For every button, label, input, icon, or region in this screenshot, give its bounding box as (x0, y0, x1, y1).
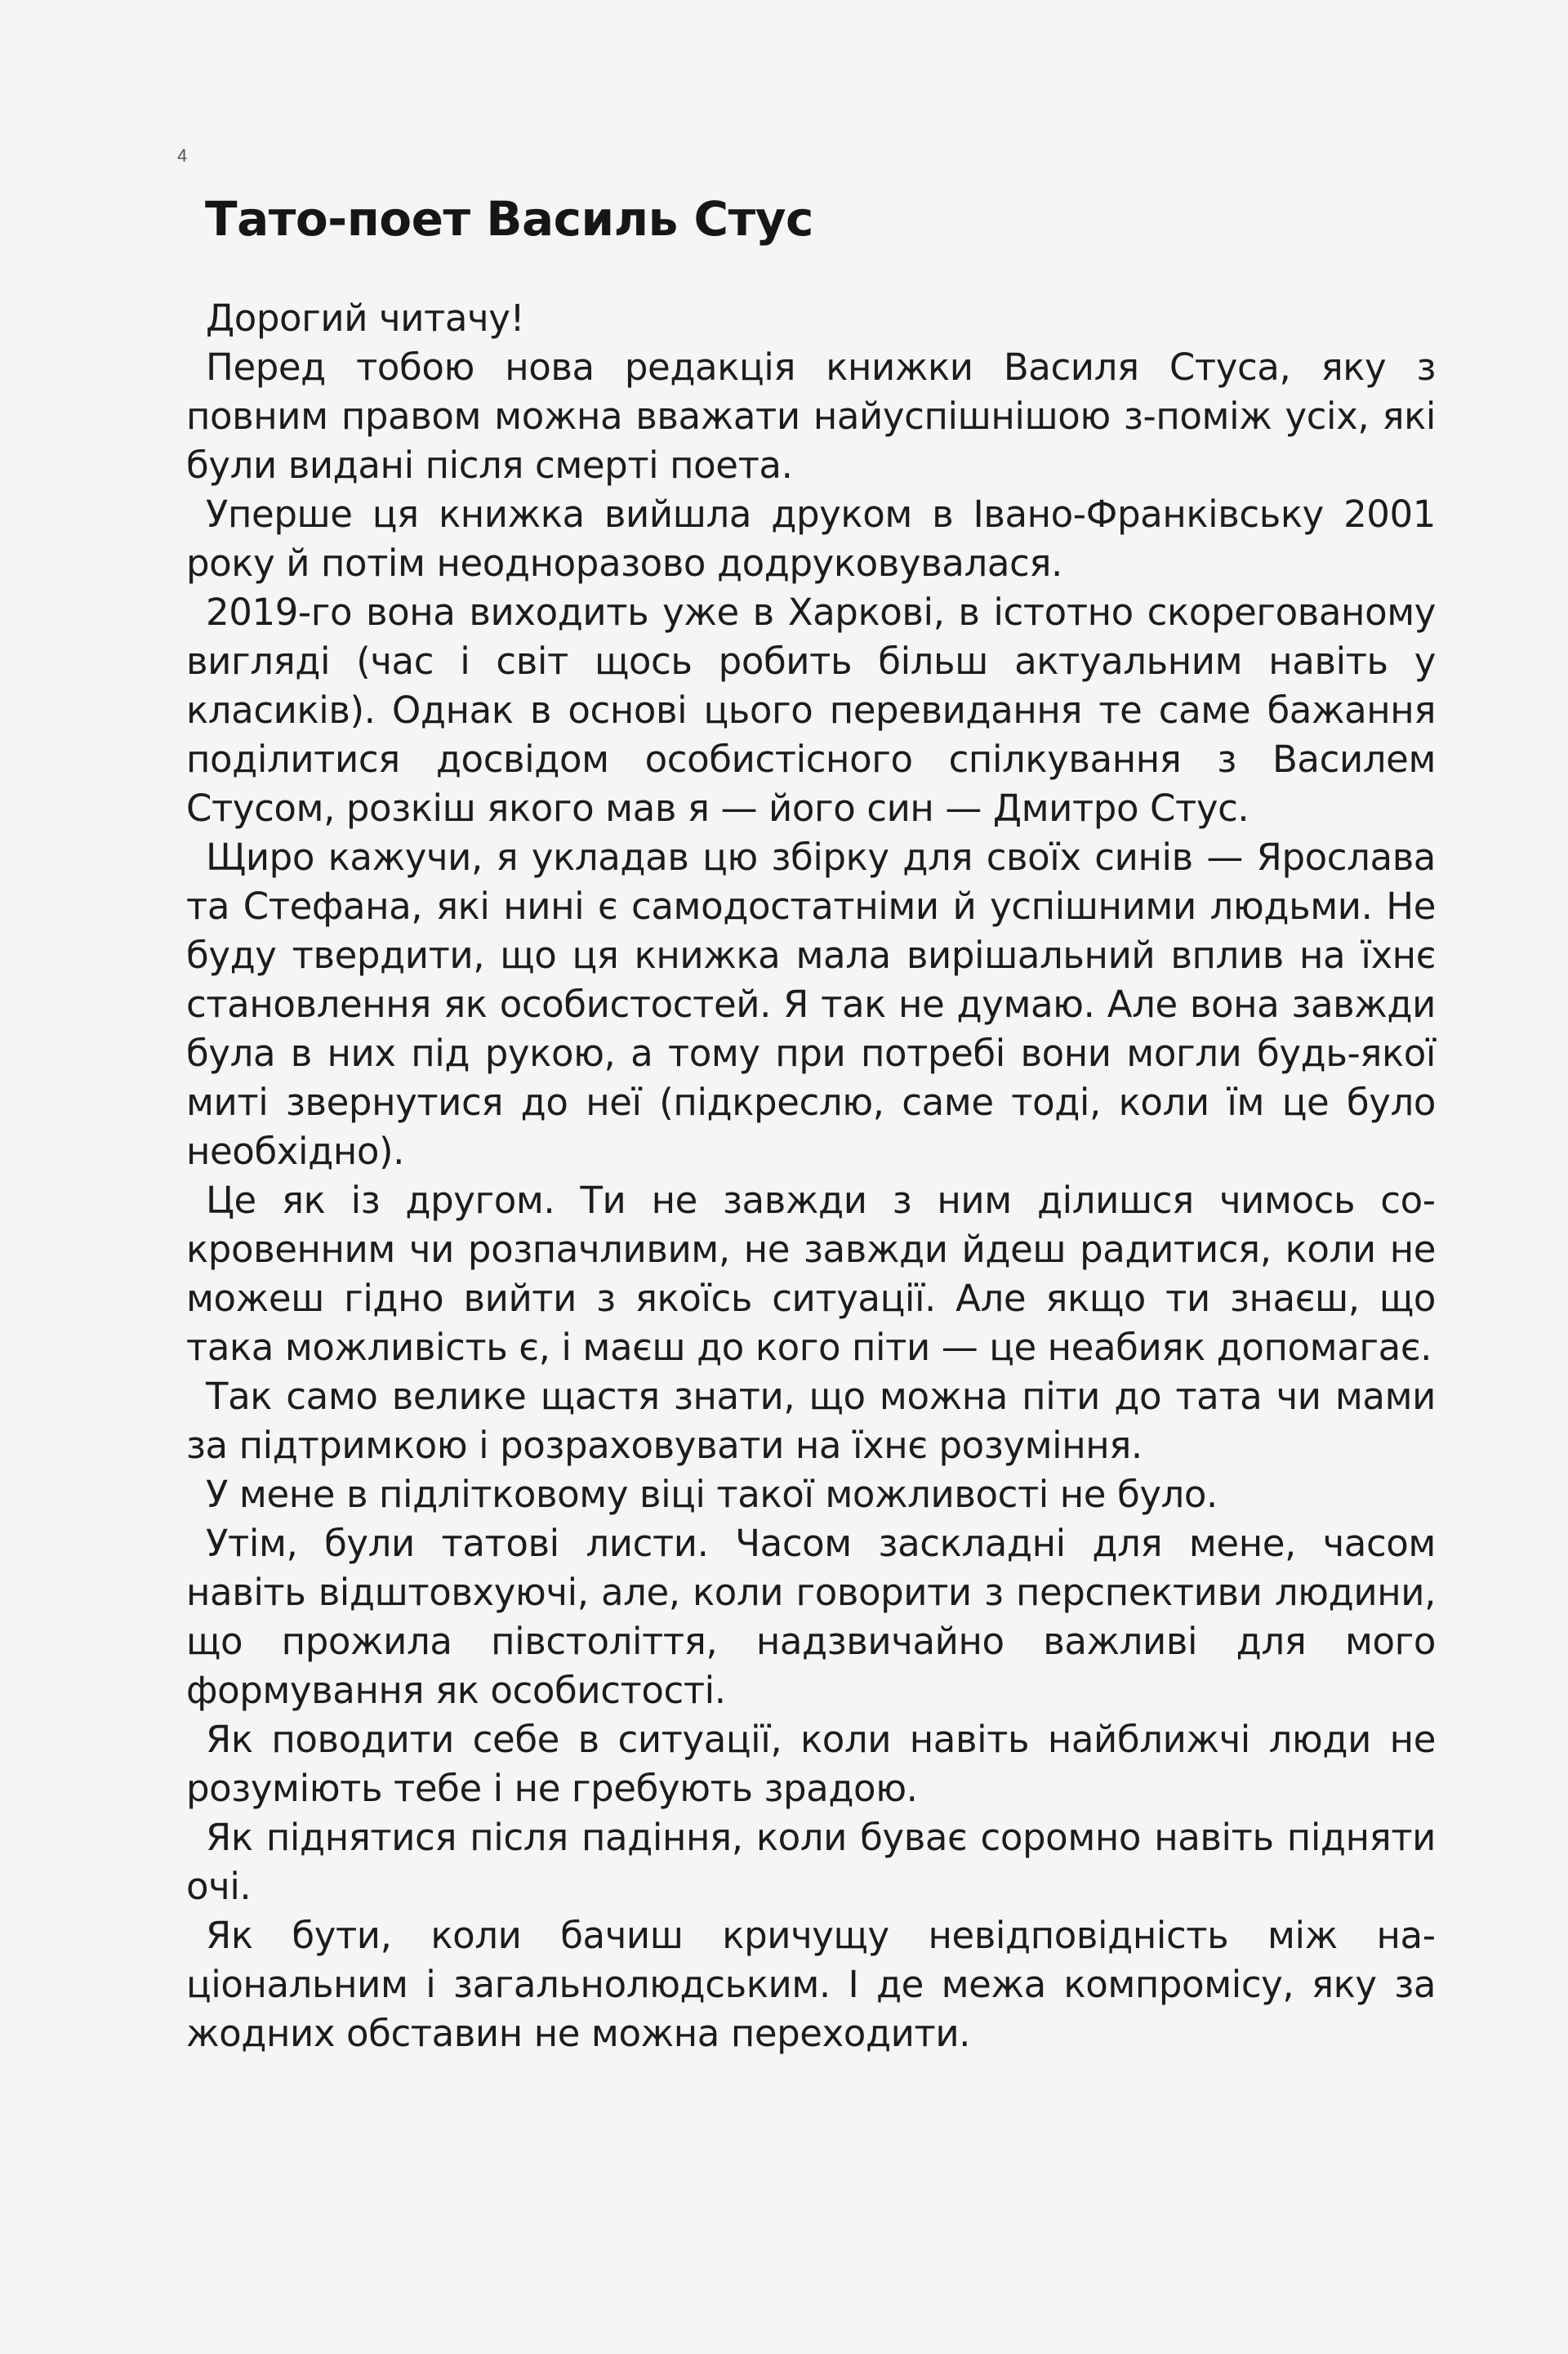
chapter-body (186, 294, 1436, 2058)
paragraph: Як бути, коли бачиш кричущу невідповідність між національним і загальнолюдським. І де межа компромісу, яку за жодних обставин не можна переходити. (186, 1914, 1436, 2055)
paragraph: Так само велике щастя знати, що можна піти до тата чи мами за підтримкою і розраховувати на їхнє розуміння. (186, 1375, 1436, 1467)
paragraph: Як піднятися після падіння, коли буває соромно навіть підняти очі. (186, 1816, 1436, 1908)
paragraph: Як поводити себе в ситуації, коли навіть найближчі люди не розуміють тебе і не гребують зрадою. (186, 1718, 1436, 1810)
paragraph-greeting: Дорогий читачу! (206, 296, 525, 340)
paragraph: Перед тобою нова редакція книжки Василя Стуса, яку з повним правом можна вважати найуспішнішою з-поміж усіх, які були видані після смерті поета. (186, 346, 1436, 487)
paragraph: У мене в підлітковому віці такої можливості не було. (206, 1473, 1218, 1516)
paragraph: Це як із другом. Ти не завжди з ним ділишся чимось сокровенним чи розпачливим, не завжди йдеш радитися, коли не можеш гідно вийти з якоїсь ситуації. Але якщо ти знаєш, що така можливість є, і маєш до кого піти — це неабияк допомагає. (186, 1179, 1436, 1369)
chapter-title: Тато-поет Василь Стус (205, 191, 813, 247)
paragraph: 2019-го вона виходить уже в Харкові, в істотно скорегованому вигляді (час і світ щось робить більш актуальним навіть у класиків). Однак в основі цього перевидання те саме бажання поділитися досвідом особистісного спілкування з Василем Стусом, розкіш якого мав я — його син — Дмитро Стус. (186, 591, 1436, 830)
paragraph: Щиро кажучи, я укладав цю збірку для своїх синів — Ярослава та Стефана, які нині є самодостатніми й успішними людьми. Не буду твердити, що ця книжка мала вирішальний вплив на їхнє становлення як особистостей. Я так не думаю. Але вона завжди була в них під рукою, а тому при потребі вони могли будь-якої миті звернутися до неї (підкреслю, саме тоді, коли їм це було необхідно). (186, 836, 1436, 1173)
paragraph: Уперше ця книжка вийшла друком в Івано-Франківську 2001 року й потім неодноразово додруковувалася. (186, 493, 1436, 585)
page-number: 4 (177, 145, 188, 166)
paragraph: Утім, були татові листи. Часом заскладні для мене, часом навіть відштовхуючі, але, коли говорити з перспективи людини, що прожила півстоліття, надзвичайно важливі для мого формування як особистості. (186, 1522, 1436, 1712)
